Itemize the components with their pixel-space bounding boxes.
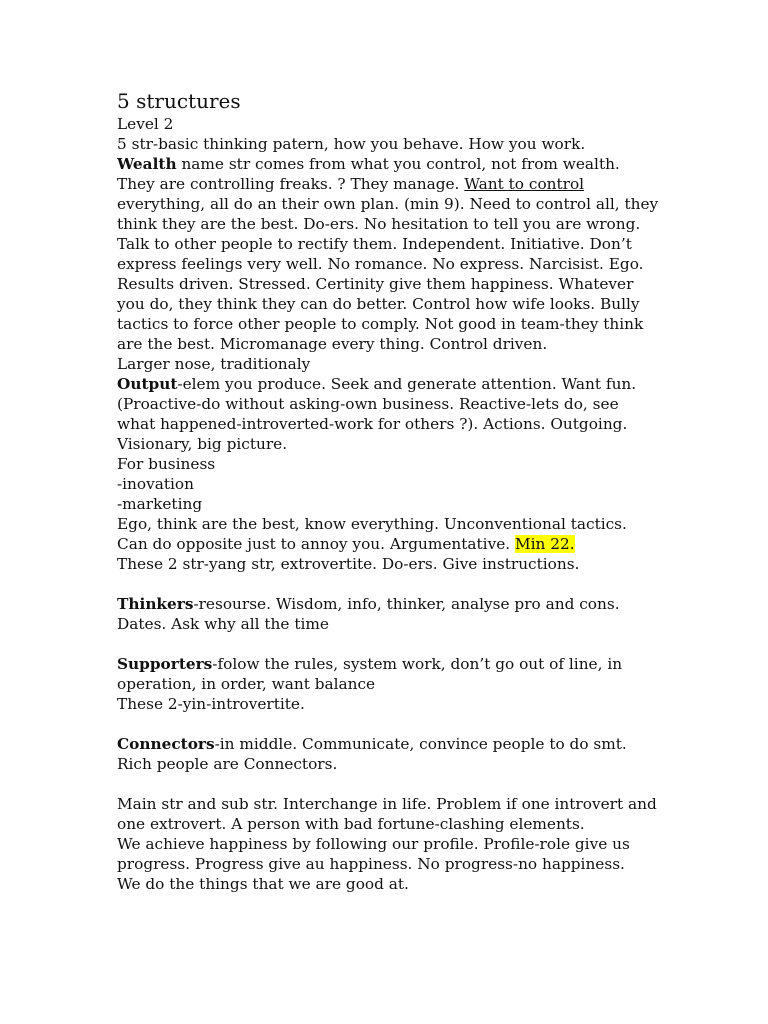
intro-line: 5 str-basic thinking patern, how you behave. How you work.	[117, 135, 586, 153]
wealth-line-4: think they are the best. Do-ers. No hesitation to tell you are wrong.	[117, 215, 641, 233]
output-line-8: Ego, think are the best, know everything. Unconventional tactics.	[117, 515, 627, 533]
connectors-section	[117, 734, 697, 774]
output-line-10: These 2 str-yang str, extrovertite. Do-ers. Give instructions.	[117, 555, 580, 573]
wealth-line-3: everything, all do an their own plan. (min 9). Need to control all, they	[117, 195, 659, 213]
connectors-line-1-text: -in middle. Communicate, convince people to do smt.	[214, 735, 627, 753]
thinkers-line-1	[117, 594, 697, 614]
wealth-line-2	[117, 174, 697, 194]
output-line-6: -inovation	[117, 475, 194, 493]
document-title: 5 structures	[117, 89, 241, 113]
output-line-5: For business	[117, 455, 216, 473]
output-line-3: what happened-introverted-work for others ?). Actions. Outgoing.	[117, 415, 628, 433]
output-line-7: -marketing	[117, 495, 203, 513]
spacer	[117, 714, 697, 734]
closing-line-5: We do the things that we are good at.	[117, 875, 409, 893]
highlighted-phrase: Min 22.	[515, 535, 575, 553]
underlined-phrase: Want to control	[464, 175, 585, 193]
wealth-line-8: you do, they think they can do better. Control how wife looks. Bully	[117, 295, 640, 313]
thinkers-heading: Thinkers	[117, 595, 194, 613]
spacer	[117, 634, 697, 654]
wealth-line-6: express feelings very well. No romance. No express. Narcisist. Ego.	[117, 255, 644, 273]
level-label: Level 2	[117, 115, 174, 133]
supporters-line-3: These 2-yin-introvertite.	[117, 695, 305, 713]
spacer	[117, 574, 697, 594]
wealth-line-1	[117, 154, 697, 174]
supporters-line-1	[117, 654, 697, 674]
wealth-line-7: Results driven. Stressed. Certinity give them happiness. Whatever	[117, 275, 634, 293]
output-line-9-text: Can do opposite just to annoy you. Argumentative.	[117, 535, 515, 553]
connectors-heading: Connectors	[117, 735, 215, 753]
wealth-line-9: tactics to force other people to comply. Not good in team-they think	[117, 315, 644, 333]
wealth-line-1-text: name str comes from what you control, not from wealth.	[176, 155, 620, 173]
output-line-2: (Proactive-do without asking-own business. Reactive-lets do, see	[117, 395, 619, 413]
wealth-heading: Wealth	[117, 155, 177, 173]
thinkers-section	[117, 594, 697, 634]
connectors-line-2: Rich people are Connectors.	[117, 755, 338, 773]
closing-line-3: We achieve happiness by following our profile. Profile-role give us	[117, 835, 630, 853]
output-line-4: Visionary, big picture.	[117, 435, 288, 453]
supporters-line-1-text: -folow the rules, system work, don’t go out of line, in	[212, 655, 623, 673]
thinkers-line-2: Dates. Ask why all the time	[117, 615, 329, 633]
wealth-line-5: Talk to other people to rectify them. Independent. Initiative. Don’t	[117, 235, 632, 253]
closing-line-2: one extrovert. A person with bad fortune-clashing elements.	[117, 815, 585, 833]
wealth-line-10: are the best. Micromanage every thing. Control driven.	[117, 335, 548, 353]
output-line-1	[117, 374, 697, 394]
connectors-line-1	[117, 734, 697, 754]
spacer	[117, 774, 697, 794]
output-line-9	[117, 534, 697, 554]
output-section	[117, 374, 697, 574]
supporters-heading: Supporters	[117, 655, 213, 673]
closing-line-1: Main str and sub str. Interchange in life. Problem if one introvert and	[117, 795, 657, 813]
closing-line-4: progress. Progress give au happiness. No progress-no happiness.	[117, 855, 625, 873]
output-heading: Output	[117, 375, 178, 393]
output-line-1-text: -elem you produce. Seek and generate attention. Want fun.	[177, 375, 637, 393]
wealth-section	[117, 154, 697, 374]
supporters-section	[117, 654, 697, 714]
supporters-line-2: operation, in order, want balance	[117, 675, 376, 693]
wealth-line-11: Larger nose, traditionaly	[117, 355, 311, 373]
closing-section	[117, 794, 697, 894]
document-page	[117, 88, 697, 894]
wealth-line-2-text: They are controlling freaks. ? They manage.	[117, 175, 465, 193]
thinkers-line-1-text: -resourse. Wisdom, info, thinker, analyse pro and cons.	[193, 595, 620, 613]
